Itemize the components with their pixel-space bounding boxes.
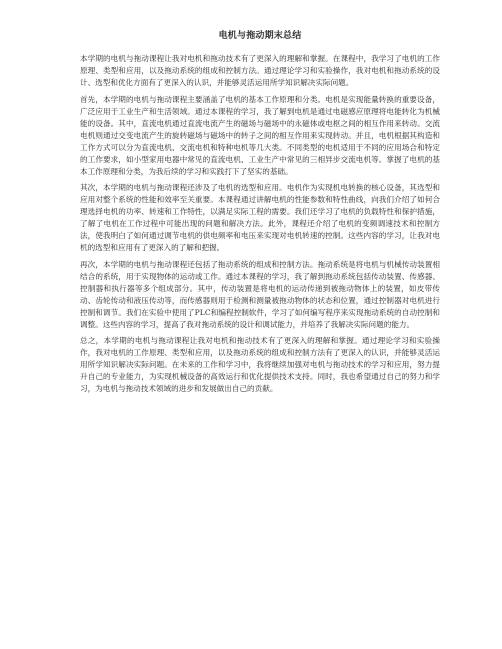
document-title: 电机与拖动期末总结 [218, 31, 302, 41]
paragraph-conclusion: 总之，本学期的电机与拖动课程让我对电机和拖动技术有了更深入的理解和掌握。通过理论学习和实验操作，我对电机的工作原理、类型和应用，以及拖动系统的组成和控制方法有了更深入的认识，并能够灵活运用所学知识解决实际问题。在未来的工作和学习中，我将继续加强对电机与拖动技术的学习和应用，努力提升自己的专业能力，为实现机械设备的高效运行和优化提供技术支持。同时，我也希望通过自己的努力和学习，为电机与拖动技术领域的进步和发展做出自己的贡献。 [80, 336, 440, 394]
paragraph-motor-principles: 首先，本学期的电机与拖动课程主要涵盖了电机的基本工作原理和分类。电机是实现能量转换的重要设备，广泛应用于工业生产和生活领域。通过本课程的学习，我了解到电机是通过电磁感应原理将电能转化为机械能的设备。其中，直流电机通过直流电流产生的磁场与磁场中的永磁体或电枢之间的相互作用来转动。交流电机则通过交变电流产生的旋转磁场与磁场中的转子之间的相互作用来实现转动。并且，电机根据其构造和工作方式可以分为直流电机、交流电机和特种电机等几大类。不同类型的电机适用于不同的应用场合和特定的工作要求，如小型家用电器中常见的直流电机、工业生产中常见的三相异步交流电机等。掌握了电机的基本工作原理和分类，为我后续的学习和实践打下了坚实的基础。 [80, 94, 440, 176]
paragraph-intro: 本学期的电机与拖动课程让我对电机和拖动技术有了更深入的理解和掌握。在课程中，我学习了电机的工作原理、类型和应用，以及拖动系统的组成和控制方法。通过理论学习和实验操作，我对电机和拖动系统的设计、选型和优化方面有了更深入的认识，并能够灵活运用所学知识解决实际问题。 [80, 54, 440, 87]
paragraph-motor-selection: 其次，本学期的电机与拖动课程还涉及了电机的选型和应用。电机作为实现机电转换的核心设备，其选型和应用对整个系统的性能和效率至关重要。本课程通过讲解电机的性能参数和特性曲线，向我们介绍了如何合理选择电机的功率、转速和工作特性，以满足实际工程的需要。我们还学习了电机的负载特性和保护措施，了解了电机在工作过程中可能出现的问题和解决方法。此外，课程还介绍了电机的变频调速技术和控制方法，使我明白了如何通过调节电机的供电频率和电压来实现对电机转速的控制。这些内容的学习，让我对电机的选型和应用有了更深入的了解和把握。 [80, 183, 440, 253]
paragraph-drive-system: 再次，本学期的电机与拖动课程还包括了拖动系统的组成和控制方法。拖动系统是将电机与机械传动装置相结合的系统，用于实现物体的运动或工作。通过本课程的学习，我了解到拖动系统包括传动装置、传感器、控制器和执行器等多个组成部分。其中，传动装置是将电机的运动传递到被拖动物体上的装置，如皮带传动、齿轮传动和液压传动等，而传感器则用于检测和测量被拖动物体的状态和位置，通过控制器对电机进行控制和调节。我们在实验中使用了PLC和编程控制软件，学习了如何编写程序来实现拖动系统的自动控制和调整。这些内容的学习，提高了我对拖动系统的设计和调试能力，并培养了我解决实际问题的能力。 [80, 259, 440, 329]
